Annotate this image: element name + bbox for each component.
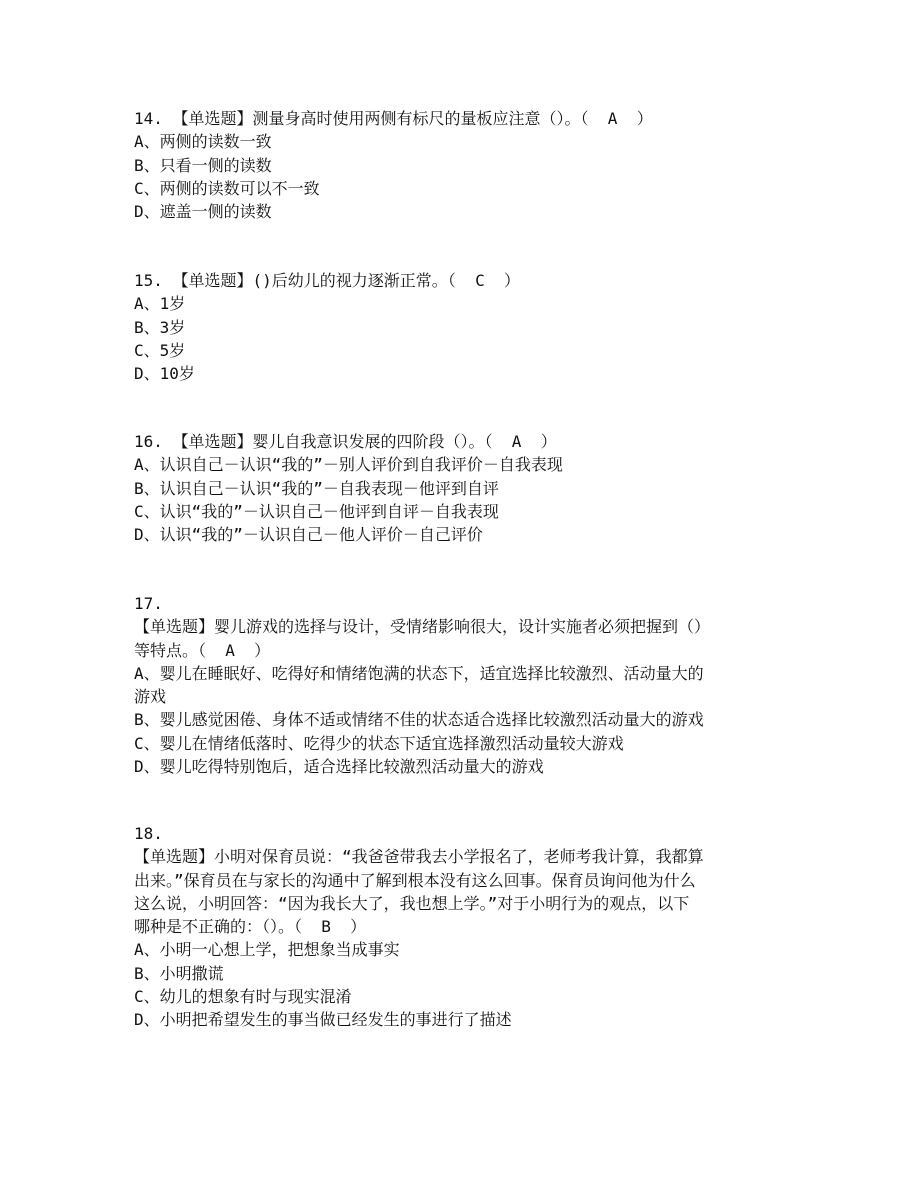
option-c: C、幼儿的想象有时与现实混淆 bbox=[134, 987, 352, 1007]
option-a: A、小明一心想上学，把想象当成事实 bbox=[134, 940, 400, 960]
question-stem: 16. 【单选题】婴儿自我意识发展的四阶段（）。（ A ） bbox=[134, 432, 557, 451]
question-14 bbox=[134, 107, 784, 223]
option-a: A、婴儿在睡眠好、吃得好和情绪饱满的状态下，适宜选择比较激烈、活动量大的 bbox=[134, 663, 704, 683]
question-17 bbox=[134, 592, 784, 778]
question-stem-continued: 等特点。（ A ） bbox=[134, 640, 271, 660]
option-b: B、只看一侧的读数 bbox=[134, 155, 272, 175]
question-stem: 15. 【单选题】()后幼儿的视力逐渐正常。（ C ） bbox=[134, 271, 520, 290]
option-a: A、认识自己－认识“我的”－别人评价到自我评价－自我表现 bbox=[134, 455, 563, 475]
question-18 bbox=[134, 822, 784, 1032]
option-d: D、认识“我的”－认识自己－他人评价－自己评价 bbox=[134, 525, 483, 545]
question-stem-continued: 哪种是不正确的：（）。（ B ） bbox=[134, 917, 367, 937]
question-stem-continued: 这么说，小明回答：“因为我长大了，我也想上学。”对于小明行为的观点，以下 bbox=[134, 893, 690, 913]
option-b: B、婴儿感觉困倦、身体不适或情绪不佳的状态适合选择比较激烈活动量大的游戏 bbox=[134, 710, 704, 730]
option-d: D、婴儿吃得特别饱后，适合选择比较激烈活动量大的游戏 bbox=[134, 757, 544, 777]
question-15 bbox=[134, 269, 784, 385]
question-stem: 【单选题】小明对保育员说：“我爸爸带我去小学报名了，老师考我计算，我都算 bbox=[134, 847, 704, 867]
option-a-continued: 游戏 bbox=[134, 687, 167, 707]
option-b: B、认识自己－认识“我的”－自我表现－他评到自评 bbox=[134, 478, 499, 498]
question-number: 18. bbox=[134, 824, 163, 843]
option-d: D、小明把希望发生的事当做已经发生的事进行了描述 bbox=[134, 1010, 512, 1030]
option-a: A、两侧的读数一致 bbox=[134, 132, 272, 152]
option-a: A、1岁 bbox=[134, 294, 186, 314]
option-b: B、3岁 bbox=[134, 317, 186, 337]
option-c: C、5岁 bbox=[134, 340, 186, 360]
question-stem: 14. 【单选题】测量身高时使用两侧有标尺的量板应注意（）。（ A ） bbox=[134, 109, 653, 128]
question-16 bbox=[134, 430, 784, 546]
option-d: D、遮盖一侧的读数 bbox=[134, 202, 272, 222]
question-stem-continued: 出来。”保育员在与家长的沟通中了解到根本没有这么回事。保育员询问他为什么 bbox=[134, 870, 696, 890]
option-c: C、认识“我的”－认识自己－他评到自评－自我表现 bbox=[134, 501, 499, 521]
option-b: B、小明撒谎 bbox=[134, 963, 224, 983]
option-c: C、两侧的读数可以不一致 bbox=[134, 178, 320, 198]
question-number: 17. bbox=[134, 594, 163, 613]
option-d: D、10岁 bbox=[134, 364, 195, 384]
option-c: C、婴儿在情绪低落时、吃得少的状态下适宜选择激烈活动量较大游戏 bbox=[134, 733, 624, 753]
question-stem: 【单选题】婴儿游戏的选择与设计，受情绪影响很大，设计实施者必须把握到（） bbox=[134, 617, 711, 637]
